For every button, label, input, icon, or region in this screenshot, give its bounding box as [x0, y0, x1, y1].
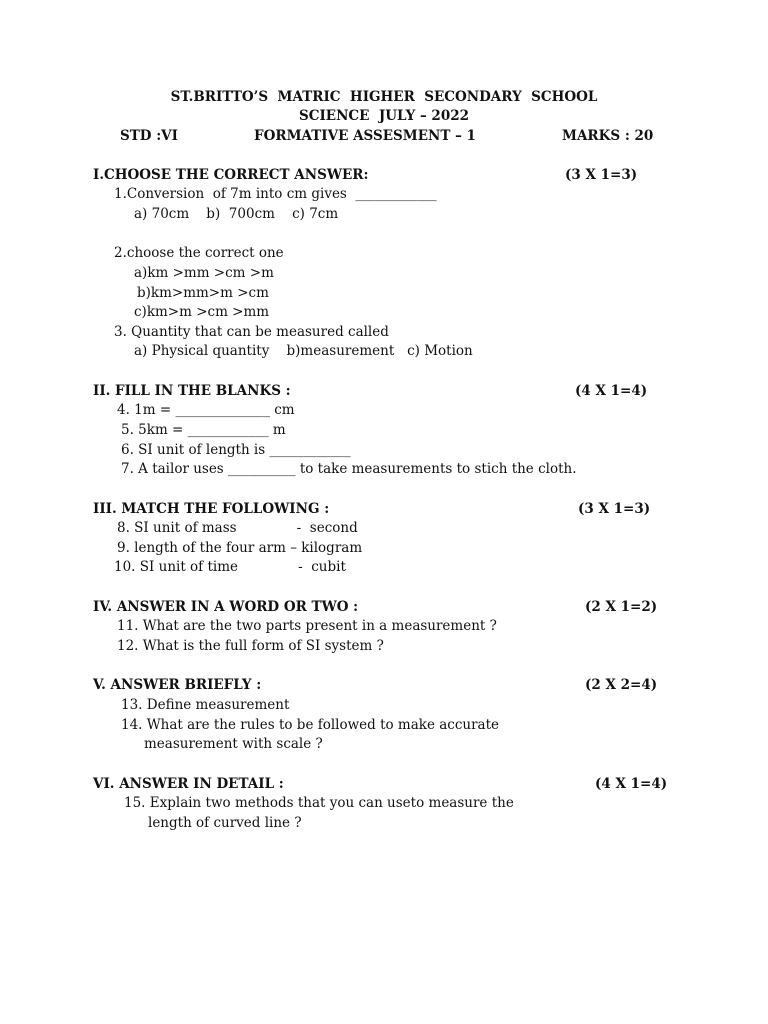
section-marks: (2 X 2=4): [585, 677, 658, 693]
question-line: measurement with scale ?: [144, 736, 323, 752]
option-line: c)km>m >cm >mm: [134, 304, 270, 320]
question-line: length of curved line ?: [148, 815, 302, 831]
total-marks: MARKS : 20: [562, 128, 654, 144]
question-line: 3. Quantity that can be measured called: [114, 324, 389, 340]
question-line: 8. SI unit of mass - second: [117, 520, 358, 536]
question-line: 14. What are the rules to be followed to make accurate: [121, 717, 500, 733]
section-title: III. MATCH THE FOLLOWING :: [93, 501, 330, 517]
section-title: I.CHOOSE THE CORRECT ANSWER:: [93, 167, 369, 183]
option-line: a) 70cm b) 700cm c) 7cm: [134, 206, 339, 222]
question-line: 13. Define measurement: [121, 697, 290, 713]
school-name: ST.BRITTO’S MATRIC HIGHER SECONDARY SCHOOL: [170, 89, 598, 105]
question-line: 4. 1m = ______________ cm: [117, 402, 295, 418]
question-line: 9. length of the four arm – kilogram: [117, 540, 363, 556]
section-marks: (4 X 1=4): [575, 383, 648, 399]
question-line: 10. SI unit of time - cubit: [114, 559, 346, 575]
section-marks: (3 X 1=3): [578, 501, 651, 517]
assessment-title: FORMATIVE ASSESMENT – 1: [254, 128, 476, 144]
section-marks: (4 X 1=4): [595, 776, 668, 792]
question-line: 2.choose the correct one: [114, 245, 284, 261]
question-line: 6. SI unit of length is ____________: [121, 442, 351, 458]
section-title: IV. ANSWER IN A WORD OR TWO :: [93, 599, 359, 615]
question-line: 7. A tailor uses __________ to take measurements to stich the cloth.: [121, 461, 577, 477]
question-line: 12. What is the full form of SI system ?: [117, 638, 384, 654]
question-line: 5. 5km = ____________ m: [121, 422, 286, 438]
section-marks: (3 X 1=3): [565, 167, 638, 183]
question-line: 11. What are the two parts present in a measurement ?: [117, 618, 497, 634]
section-marks: (2 X 1=2): [585, 599, 658, 615]
question-line: 15. Explain two methods that you can useto measure the: [124, 795, 514, 811]
std-label: STD :VI: [120, 128, 178, 144]
option-line: a) Physical quantity b)measurement c) Motion: [134, 343, 473, 359]
section-title: V. ANSWER BRIEFLY :: [93, 677, 262, 693]
question-line: 1.Conversion of 7m into cm gives ____________: [114, 186, 437, 202]
option-line: a)km >mm >cm >m: [134, 265, 274, 281]
section-title: VI. ANSWER IN DETAIL :: [93, 776, 284, 792]
option-line: b)km>mm>m >cm: [137, 285, 269, 301]
section-title: II. FILL IN THE BLANKS :: [93, 383, 291, 399]
exam-title: SCIENCE JULY – 2022: [298, 108, 470, 124]
